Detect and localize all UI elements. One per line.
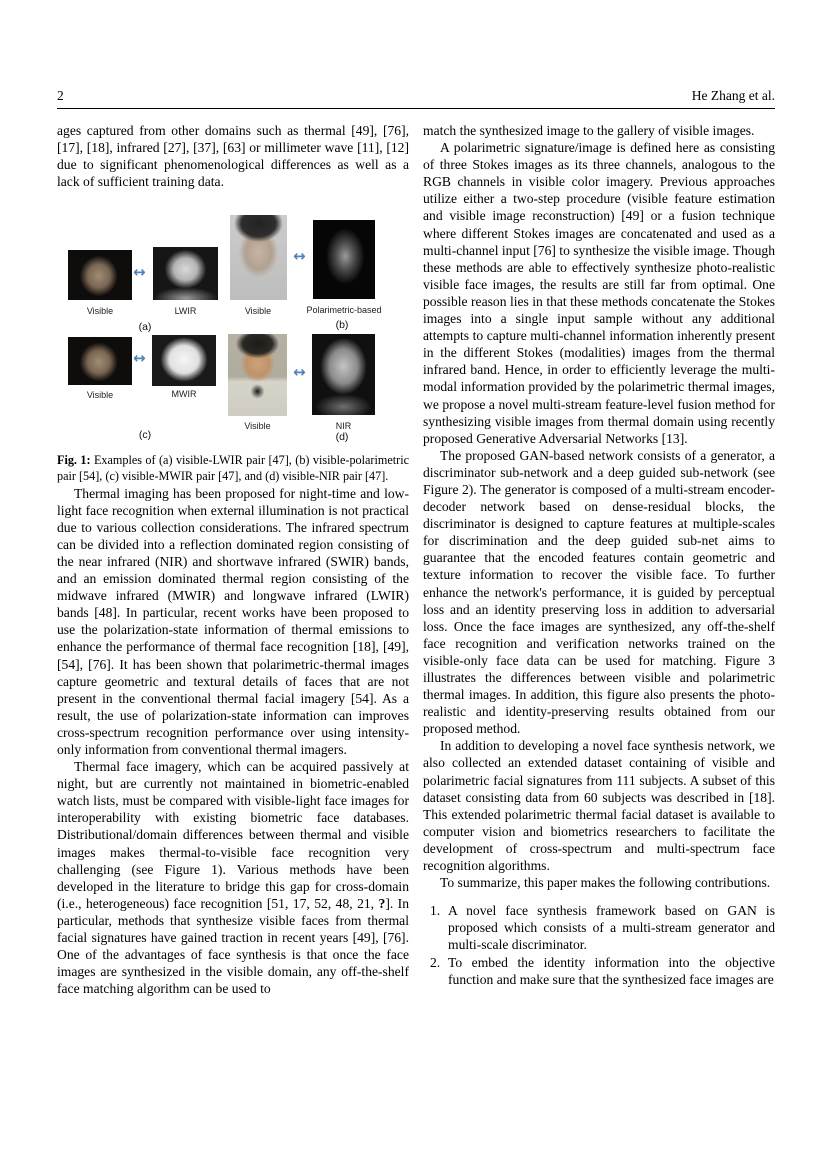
subfigure-label: (a) — [138, 321, 152, 334]
image-label: Visible — [86, 390, 114, 401]
figure-caption — [57, 453, 409, 484]
visible-face-image-b — [230, 215, 287, 300]
image-label: Visible — [244, 421, 271, 432]
paragraph: match the synthesized image to the gallery of visible images. — [423, 123, 755, 138]
double-arrow-icon: ↔ — [133, 349, 146, 368]
mwir-face-image — [152, 335, 216, 386]
paragraph: ages captured from other domains such as thermal [49], [76], [17], [18], infrared [27], [37], [63] or millimeter wave [11], [12] due to significant phenomenological differences as well as a lack of sufficient training data. — [57, 123, 409, 190]
subfigure-label: (b) — [335, 319, 349, 332]
subfigure-label: (c) — [138, 429, 152, 442]
list-item — [423, 902, 775, 953]
running-authors: He Zhang et al. — [691, 88, 775, 103]
right-column — [423, 122, 775, 997]
polarimetric-face-image — [313, 220, 375, 299]
lwir-face-image — [153, 247, 218, 300]
subfigure-label: (d) — [335, 431, 349, 444]
nir-face-image — [312, 334, 375, 415]
header-rule — [57, 108, 775, 109]
list-item-text: To embed the identity information into the objective function and make sure that the synthesized face images are — [448, 954, 775, 987]
image-label: Visible — [86, 306, 114, 317]
page-number: 2 — [57, 88, 64, 103]
visible-face-image-c — [68, 337, 132, 385]
visible-face-image-d — [228, 334, 287, 416]
figure-caption-label: Fig. 1: — [57, 453, 91, 468]
paragraph: A polarimetric signature/image is defined here as consisting of three Stokes images as its three channels, analogous to the RGB channels in visible color imagery. Previous approaches utilize either a two-step procedure (visible feature estimation and visible image reconstruction) [49] or a fusion technique where different Stokes images are concatenated and used as a multi-channel input [76] to synthesize the visible image. Though these methods are able to effectively synthesize photo-realistic visible face images, the results are still far from optimal. One possible reason lies in that these methods concatenate the Stokes images into a single input sample without any additional attempts to capture multi-channel information inherently present in the different Stokes (modalities) images from the thermal infrared band. Hence, in order to efficiently leverage the multi-modal information provided by the polarimetric thermal images, we propose a novel multi-stream feature-level fusion method for synthesizing visible images from thermal domain using recently proposed Generative Adversarial Networks [13]. — [423, 140, 775, 446]
visible-face-image-a — [68, 250, 132, 300]
running-header — [57, 88, 775, 104]
figure-1 — [57, 215, 409, 445]
paragraph: In addition to developing a novel face synthesis network, we also collected an extended dataset containing of visible and polarimetric facial signatures from 111 subjects. A subset of this dataset consisting data from 60 subjects was described in [18]. This extended polarimetric thermal facial dataset is available to computer vision and biometrics researchers to facilitate the development of cross-spectrum and multi-spectrum face recognition algorithms. — [423, 738, 775, 874]
list-item — [423, 954, 775, 988]
double-arrow-icon: ↔ — [293, 247, 306, 266]
missing-citation-mark: ? — [378, 895, 386, 911]
image-label: MWIR — [171, 389, 197, 400]
paragraph: The proposed GAN-based network consists of a generator, a discriminator sub-network and a deep guided sub-network (see Figure 2). The generator is composed of a multi-stream encoder-decoder network based on dense-residual blocks, the discriminator is designed to capture features at multiple-scales for discrimination and the deep guided sub-net aims to guarantee that the encoded features contain geometric and texture information to recover the visible face. To further enhance the network's performance, it is guided by perceptual loss and an identity preserving loss in addition to adversarial loss. Once the face images are synthesized, any off-the-shelf face recognition and verification networks trained on the visible-only face data can be used for matching. Figure 3 illustrates the differences between visible and polarimetric thermal images. In addition, this figure also presents the photo-realistic and identity-preserving results obtained from our proposed method. — [423, 447, 775, 737]
image-label: NIR — [335, 421, 352, 432]
contributions-list — [423, 902, 775, 987]
figure-caption-text: Examples of (a) visible-LWIR pair [47], (b) visible-polarimetric pair [54], (c) visible-MWIR pair [47], and (d) visible-NIR pair [47]. — [57, 453, 410, 483]
paragraph-text: ]. In particular, methods that synthesize visible faces from thermal facial signatures have gained traction in recent years [49], [76]. One of the advantages of face synthesis is that once the face images are synthesized in the visible domain, any off-the-shelf face matching algorithm can be used to — [57, 895, 409, 997]
paragraph — [57, 758, 409, 997]
double-arrow-icon: ↔ — [133, 263, 146, 282]
list-item-text: A novel face synthesis framework based on GAN is proposed which consists of a multi-stream generator and multi-scale discriminator. — [448, 903, 775, 953]
paragraph-text: Thermal face imagery, which can be acquired passively at night, but are currently not maintained in biometric-enabled watch lists, must be compared with visible-light face images for interoperability with existing biometric face databases. Distributional/domain differences between thermal and visible images makes thermal-to-visible face recognition very challenging (see Figure 1). Various methods have been developed in the literature to bridge this gap for cross-domain (i.e., heterogeneous) face recognition [51, 17, 52, 48, 21, — [57, 759, 409, 911]
list-item-number: 2. — [430, 954, 441, 970]
image-label: Visible — [244, 306, 272, 317]
two-column-body — [57, 122, 775, 997]
image-label: Polarimetric-based — [306, 305, 382, 316]
image-label: LWIR — [174, 306, 197, 317]
paragraph: To summarize, this paper makes the following contributions. — [440, 875, 771, 891]
double-arrow-icon: ↔ — [293, 363, 306, 382]
left-column — [57, 122, 409, 997]
list-item-number: 1. — [430, 903, 441, 919]
paragraph: Thermal imaging has been proposed for night-time and low-light face recognition when external illumination is not practical due to various collection considerations. The infrared spectrum can be divided into a reflection dominated region consisting of the near infrared (NIR) and shortwave infrared (SWIR) bands, and an emission dominated thermal region consisting of the midwave infrared (MWIR) and longwave infrared (LWIR) bands [48]. In particular, recent works have been proposed to use the polarization-state information of thermal emissions to enhance the performance of thermal face recognition [18], [49], [54], [76]. It has been shown that polarimetric-thermal images capture geometric and textural details of faces that are not present in the conventional thermal facial imagery [54]. As a result, the use of polarization-state information can improves cross-spectrum recognition performance over using intensity-only information from conventional thermal imagers. — [57, 485, 409, 757]
